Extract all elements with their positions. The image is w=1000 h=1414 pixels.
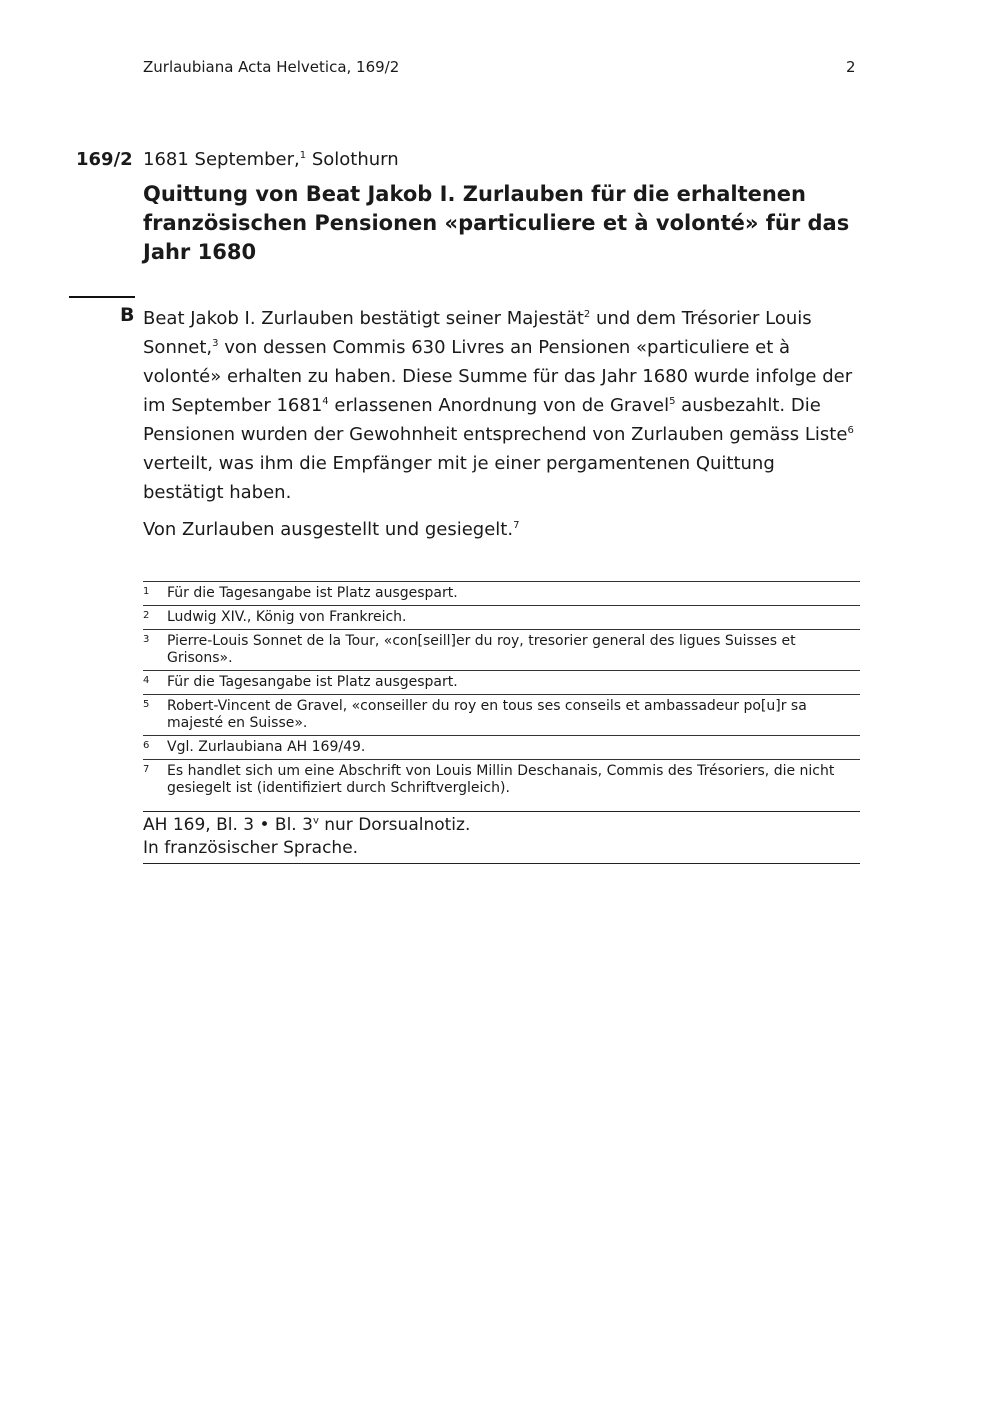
footnote-ref[interactable]: 7 [513, 520, 520, 531]
source-apparatus [143, 811, 860, 864]
footnote-ref[interactable]: 6 [847, 425, 854, 436]
document-title: Quittung von Beat Jakob I. Zurlauben für die erhaltenen französischen Pensionen «particuliere et à volonté» für das Jahr 1680 [143, 182, 850, 264]
body-text: und dem Trésorier Louis Sonnet, [143, 308, 812, 358]
date-place-line [143, 149, 399, 170]
footnote-text: Es handlet sich um eine Abschrift von Louis Millin Deschanais, Commis des Trésoriers, die nicht gesiegelt ist (identifiziert durch Schriftvergleich). [167, 763, 835, 796]
footnote-item [143, 694, 860, 735]
source-signature [143, 814, 860, 837]
closing-text: Von Zurlauben ausgestellt und gesiegelt. [143, 519, 514, 540]
footnote-item [143, 605, 860, 629]
footnote-item [143, 581, 860, 605]
body-text: ausbezahlt. Die Pensionen wurden der Gewohnheit entsprechend von Zurlauben gemäss Liste [143, 395, 848, 445]
body-text: Beat Jakob I. Zurlauben bestätigt seiner Majestät [143, 308, 584, 329]
footnote-ref[interactable]: 3 [212, 338, 219, 349]
regest-paragraph [143, 304, 858, 507]
footnote-item [143, 735, 860, 759]
footnote-ref[interactable]: 1 [299, 150, 307, 161]
body-text: erlassenen Anordnung von de Gravel [328, 395, 670, 416]
page-number: 2 [846, 58, 856, 76]
regest-body [143, 304, 858, 544]
footnote-ref[interactable]: 5 [669, 396, 676, 407]
side-marker-letter: B [120, 304, 135, 326]
closing-paragraph [143, 515, 858, 544]
footnote-number: 3 [143, 634, 150, 645]
footnote-number: 2 [143, 610, 150, 621]
footnote-item [143, 759, 860, 800]
body-text: von dessen Commis 630 Livres an Pensionen «particuliere et à volonté» erhalten zu haben. Diese Summe für das Jahr 1680 wurde infolge der im September 1681 [143, 337, 853, 416]
footnote-number: 6 [143, 740, 150, 751]
body-text: verteilt, was ihm die Empfänger mit je einer pergamentenen Quittung bestätigt haben. [143, 453, 775, 503]
footnote-text: Für die Tagesangabe ist Platz ausgespart. [167, 674, 458, 690]
document-date: 1681 September, [143, 149, 300, 170]
footnote-number: 4 [143, 675, 150, 686]
source-text: AH 169, Bl. 3 • Bl. 3 [143, 815, 313, 835]
footnote-item [143, 629, 860, 670]
verso-marker: v [312, 815, 319, 827]
footnote-text: Pierre-Louis Sonnet de la Tour, «con[seill]er du roy, tresorier general des ligues Suisses et Grisons». [167, 633, 796, 666]
section-divider [69, 296, 135, 298]
document-number: 169/2 [76, 149, 133, 170]
footnote-number: 7 [143, 764, 150, 775]
document-place: Solothurn [311, 149, 399, 170]
footnote-number: 5 [143, 699, 150, 710]
footnote-text: Robert-Vincent de Gravel, «conseiller du roy en tous ses conseils et ambassadeur po[u]r sa majesté en Suisse». [167, 698, 807, 731]
footnote-ref[interactable]: 2 [583, 309, 591, 320]
footnote-ref[interactable]: 4 [322, 396, 329, 407]
footnotes-list [143, 581, 860, 800]
running-header-title: Zurlaubiana Acta Helvetica, 169/2 [143, 58, 400, 76]
source-language: In französischer Sprache. [143, 838, 359, 858]
footnote-text: Vgl. Zurlaubiana AH 169/49. [167, 739, 366, 755]
source-text: nur Dorsualnotiz. [318, 815, 471, 835]
footnote-number: 1 [143, 586, 150, 597]
footnote-item [143, 670, 860, 694]
footnote-text: Für die Tagesangabe ist Platz ausgespart. [167, 585, 458, 601]
footnote-text: Ludwig XIV., König von Frankreich. [167, 609, 407, 625]
